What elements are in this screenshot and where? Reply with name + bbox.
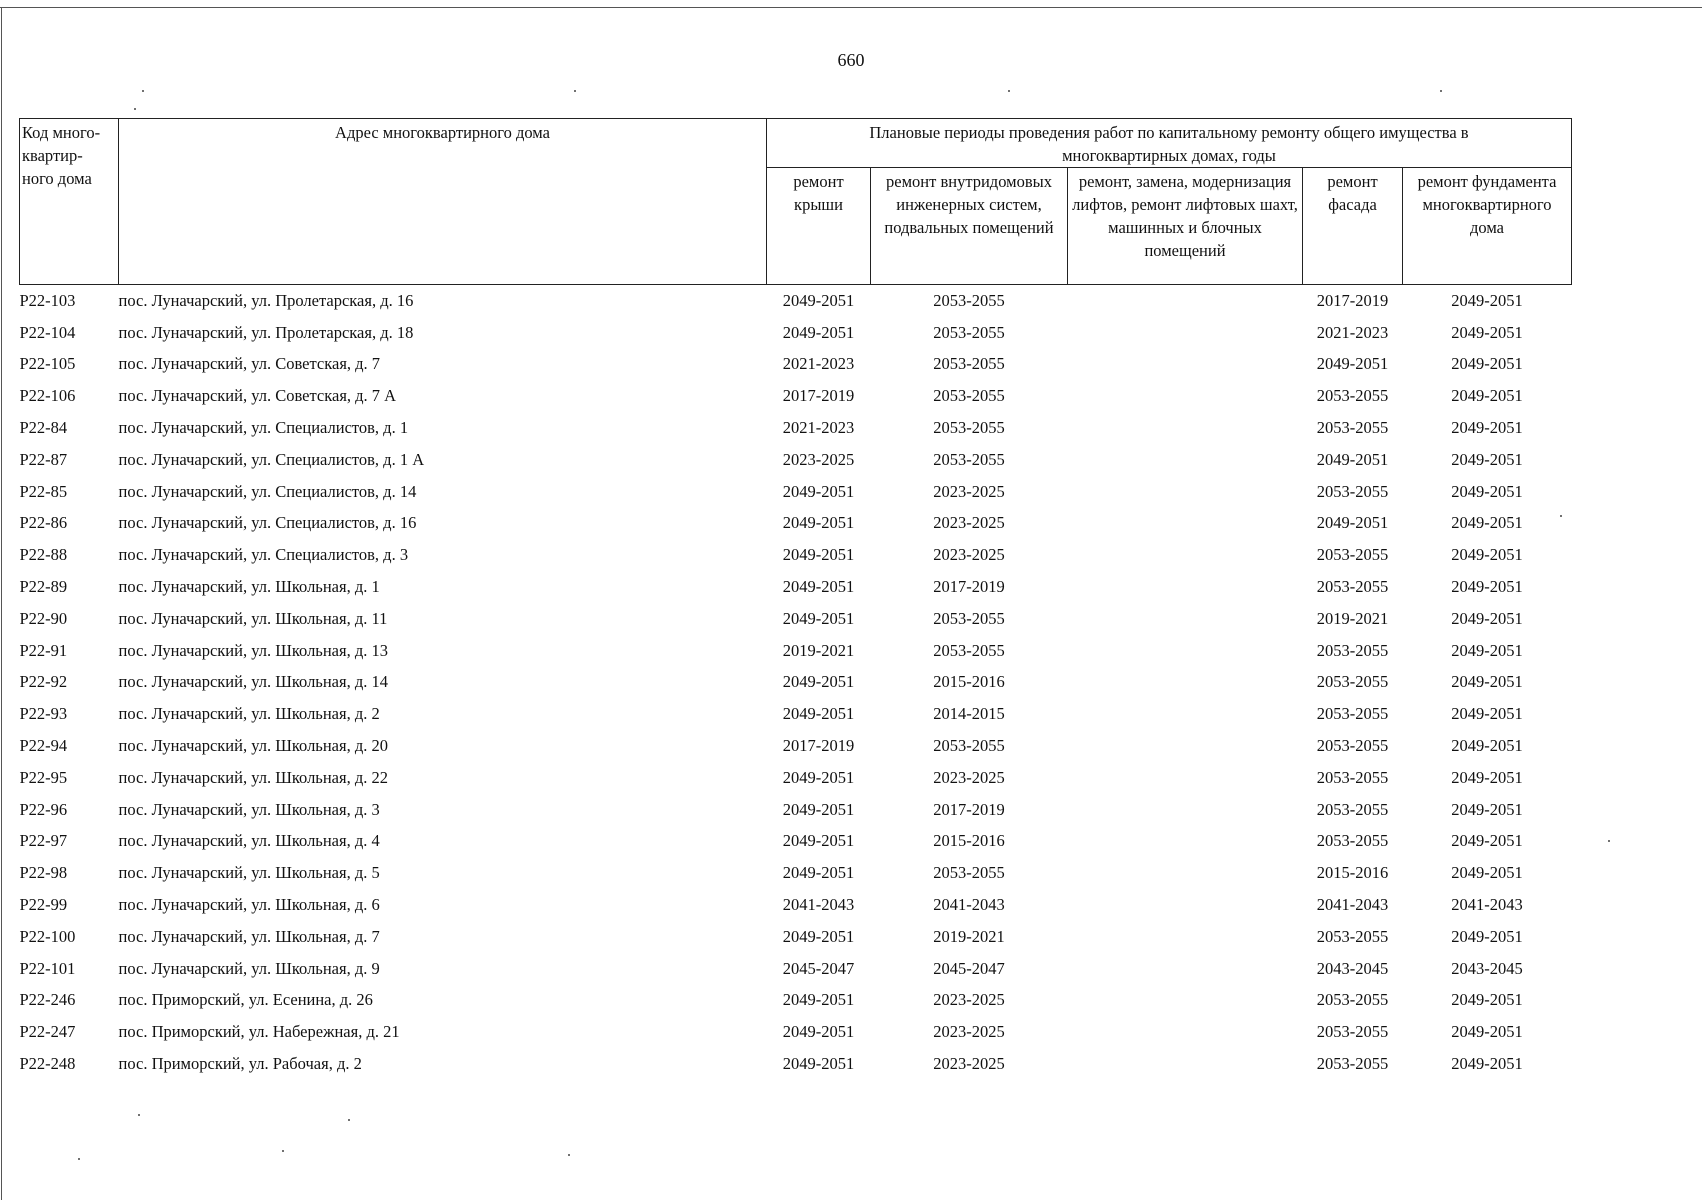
cell-roof: 2045-2047 [782, 958, 855, 978]
header-roof-label: ремонт крыши [793, 172, 844, 214]
cell-facade: 2053-2055 [1316, 545, 1389, 565]
cell-address: пос. Луначарский, ул. Советская, д. 7 [118, 354, 381, 374]
cell-address: пос. Луначарский, ул. Школьная, д. 6 [118, 895, 380, 915]
cell-lifts [1068, 889, 1303, 921]
cell-facade: 2053-2055 [1316, 386, 1389, 406]
cell-facade: 2053-2055 [1316, 926, 1389, 946]
cell-lifts [1068, 508, 1303, 540]
cell-foundation: 2043-2045 [1451, 958, 1523, 978]
cell-facade: 2017-2019 [1316, 290, 1389, 310]
table-row [20, 444, 1572, 476]
cell-code: Р22-94 [19, 736, 68, 756]
cell-address: пос. Луначарский, ул. Советская, д. 7 А [118, 386, 397, 406]
cell-facade: 2053-2055 [1316, 767, 1389, 787]
cell-address: пос. Луначарский, ул. Специалистов, д. 16 [118, 513, 417, 533]
cell-systems: 2023-2025 [933, 513, 1005, 533]
scan-speck [142, 90, 144, 92]
cell-roof: 2041-2043 [782, 895, 855, 915]
cell-code: Р22-88 [19, 545, 68, 565]
scan-speck [134, 108, 136, 110]
table-row [20, 1048, 1572, 1080]
cell-lifts [1068, 635, 1303, 667]
header-code [20, 119, 119, 285]
table-row [20, 317, 1572, 349]
table-row [20, 603, 1572, 635]
cell-roof: 2049-2051 [782, 1022, 855, 1042]
scan-speck [78, 1158, 80, 1160]
cell-facade: 2053-2055 [1316, 418, 1389, 438]
cell-systems: 2053-2055 [933, 290, 1005, 310]
table-row [20, 349, 1572, 381]
cell-address: пос. Луначарский, ул. Специалистов, д. 14 [118, 481, 417, 501]
cell-roof: 2049-2051 [782, 799, 855, 819]
cell-roof: 2049-2051 [782, 545, 855, 565]
cell-lifts [1068, 857, 1303, 889]
cell-foundation: 2049-2051 [1451, 354, 1523, 374]
cell-systems: 2023-2025 [933, 1022, 1005, 1042]
cell-code: Р22-246 [19, 990, 76, 1010]
header-facade [1303, 168, 1403, 285]
cell-lifts [1068, 921, 1303, 953]
header-roof [767, 168, 871, 285]
table-row [20, 571, 1572, 603]
cell-address: пос. Луначарский, ул. Специалистов, д. 1 [118, 418, 409, 438]
cell-lifts [1068, 412, 1303, 444]
cell-systems: 2053-2055 [933, 386, 1005, 406]
cell-facade: 2049-2051 [1316, 513, 1389, 533]
cell-foundation: 2049-2051 [1451, 386, 1523, 406]
cell-foundation: 2049-2051 [1451, 513, 1523, 533]
cell-roof: 2049-2051 [782, 322, 855, 342]
scan-speck [574, 90, 576, 92]
cell-lifts [1068, 985, 1303, 1017]
cell-code: Р22-99 [19, 895, 68, 915]
cell-facade: 2053-2055 [1316, 481, 1389, 501]
cell-systems: 2019-2021 [933, 926, 1005, 946]
cell-code: Р22-101 [19, 958, 76, 978]
cell-roof: 2049-2051 [782, 577, 855, 597]
cell-systems: 2023-2025 [933, 481, 1005, 501]
cell-foundation: 2049-2051 [1451, 322, 1523, 342]
cell-facade: 2053-2055 [1316, 990, 1389, 1010]
cell-foundation: 2049-2051 [1451, 608, 1523, 628]
cell-roof: 2049-2051 [782, 704, 855, 724]
cell-lifts [1068, 1016, 1303, 1048]
cell-foundation: 2049-2051 [1451, 831, 1523, 851]
table-row [20, 794, 1572, 826]
cell-facade: 2053-2055 [1316, 577, 1389, 597]
table-body [20, 285, 1572, 1080]
cell-systems: 2045-2047 [933, 958, 1005, 978]
cell-lifts [1068, 444, 1303, 476]
cell-roof: 2023-2025 [782, 449, 855, 469]
cell-address: пос. Луначарский, ул. Пролетарская, д. 16 [118, 290, 414, 310]
cell-foundation: 2049-2051 [1451, 926, 1523, 946]
header-facade-label: ремонт фасада [1327, 172, 1378, 214]
cell-systems: 2023-2025 [933, 1054, 1005, 1074]
cell-foundation: 2049-2051 [1451, 545, 1523, 565]
cell-systems: 2053-2055 [933, 863, 1005, 883]
cell-lifts [1068, 730, 1303, 762]
cell-code: Р22-106 [19, 386, 76, 406]
cell-facade: 2041-2043 [1316, 895, 1389, 915]
cell-facade: 2053-2055 [1316, 640, 1389, 660]
cell-address: пос. Луначарский, ул. Школьная, д. 11 [118, 608, 388, 628]
cell-code: Р22-84 [19, 418, 68, 438]
cell-code: Р22-93 [19, 704, 68, 724]
cell-roof: 2049-2051 [782, 990, 855, 1010]
cell-code: Р22-87 [19, 449, 68, 469]
cell-facade: 2019-2021 [1316, 608, 1389, 628]
cell-address: пос. Луначарский, ул. Школьная, д. 13 [118, 640, 388, 660]
cell-roof: 2017-2019 [782, 736, 855, 756]
cell-facade: 2049-2051 [1316, 354, 1389, 374]
table-row [20, 889, 1572, 921]
cell-address: пос. Луначарский, ул. Школьная, д. 7 [118, 926, 380, 946]
table-row [20, 380, 1572, 412]
cell-code: Р22-97 [19, 831, 68, 851]
cell-code: Р22-104 [19, 322, 76, 342]
scan-border-top [0, 7, 1702, 8]
cell-code: Р22-95 [19, 767, 68, 787]
cell-roof: 2049-2051 [782, 926, 855, 946]
cell-foundation: 2049-2051 [1451, 799, 1523, 819]
table-row [20, 857, 1572, 889]
cell-code: Р22-248 [19, 1054, 76, 1074]
cell-address: пос. Приморский, ул. Рабочая, д. 2 [118, 1054, 362, 1074]
cell-systems: 2053-2055 [933, 640, 1005, 660]
cell-roof: 2049-2051 [782, 863, 855, 883]
cell-address: пос. Луначарский, ул. Школьная, д. 14 [118, 672, 388, 692]
cell-foundation: 2049-2051 [1451, 704, 1523, 724]
cell-lifts [1068, 698, 1303, 730]
cell-roof: 2049-2051 [782, 1054, 855, 1074]
cell-lifts [1068, 571, 1303, 603]
header-group-label: Плановые периоды проведения работ по капитальному ремонту общего имущества в многоквартирных домах, годы [869, 123, 1469, 165]
cell-roof: 2049-2051 [782, 290, 855, 310]
cell-address: пос. Луначарский, ул. Школьная, д. 1 [118, 577, 380, 597]
cell-facade: 2053-2055 [1316, 799, 1389, 819]
cell-foundation: 2049-2051 [1451, 418, 1523, 438]
cell-facade: 2053-2055 [1316, 672, 1389, 692]
cell-code: Р22-85 [19, 481, 68, 501]
scan-speck [568, 1154, 570, 1156]
table-row [20, 762, 1572, 794]
table-row [20, 826, 1572, 858]
cell-systems: 2053-2055 [933, 418, 1005, 438]
cell-systems: 2053-2055 [933, 608, 1005, 628]
table-row [20, 985, 1572, 1017]
cell-code: Р22-92 [19, 672, 68, 692]
cell-roof: 2049-2051 [782, 672, 855, 692]
table-row [20, 921, 1572, 953]
page-number: 660 [837, 50, 865, 70]
scan-speck [1440, 90, 1442, 92]
cell-foundation: 2049-2051 [1451, 672, 1523, 692]
cell-lifts [1068, 539, 1303, 571]
scan-border-left [1, 7, 2, 1200]
table-row [20, 1016, 1572, 1048]
cell-code: Р22-100 [19, 926, 76, 946]
cell-roof: 2049-2051 [782, 513, 855, 533]
cell-facade: 2043-2045 [1316, 958, 1389, 978]
cell-facade: 2053-2055 [1316, 1054, 1389, 1074]
cell-foundation: 2049-2051 [1451, 1022, 1523, 1042]
cell-systems: 2053-2055 [933, 449, 1005, 469]
cell-systems: 2053-2055 [933, 322, 1005, 342]
cell-lifts [1068, 476, 1303, 508]
scan-speck [282, 1150, 284, 1152]
cell-foundation: 2049-2051 [1451, 640, 1523, 660]
table-row [20, 539, 1572, 571]
cell-lifts [1068, 794, 1303, 826]
cell-facade: 2053-2055 [1316, 1022, 1389, 1042]
cell-code: Р22-91 [19, 640, 68, 660]
cell-foundation: 2049-2051 [1451, 1054, 1523, 1074]
cell-lifts [1068, 953, 1303, 985]
cell-roof: 2021-2023 [782, 354, 855, 374]
cell-code: Р22-96 [19, 799, 68, 819]
cell-systems: 2023-2025 [933, 545, 1005, 565]
table-row [20, 730, 1572, 762]
table-row [20, 285, 1572, 317]
cell-foundation: 2049-2051 [1451, 863, 1523, 883]
table-row [20, 508, 1572, 540]
cell-lifts [1068, 285, 1303, 317]
cell-foundation: 2041-2043 [1451, 895, 1523, 915]
cell-foundation: 2049-2051 [1451, 736, 1523, 756]
cell-systems: 2017-2019 [933, 577, 1005, 597]
cell-systems: 2015-2016 [933, 831, 1005, 851]
cell-foundation: 2049-2051 [1451, 290, 1523, 310]
cell-foundation: 2049-2051 [1451, 767, 1523, 787]
cell-lifts [1068, 1048, 1303, 1080]
cell-facade: 2021-2023 [1316, 322, 1389, 342]
cell-systems: 2053-2055 [933, 736, 1005, 756]
cell-systems: 2023-2025 [933, 767, 1005, 787]
cell-code: Р22-89 [19, 577, 68, 597]
cell-address: пос. Луначарский, ул. Школьная, д. 2 [118, 704, 380, 724]
cell-facade: 2053-2055 [1316, 704, 1389, 724]
cell-roof: 2017-2019 [782, 386, 855, 406]
header-systems: ремонт внутридомовых инженерных систем, подвальных помещений [871, 168, 1068, 285]
cell-code: Р22-86 [19, 513, 68, 533]
cell-systems: 2014-2015 [933, 704, 1005, 724]
capital-repair-table [19, 118, 1572, 1080]
scan-speck [138, 1114, 140, 1116]
cell-systems: 2053-2055 [933, 354, 1005, 374]
table-row [20, 635, 1572, 667]
cell-code: Р22-105 [19, 354, 76, 374]
cell-address: пос. Луначарский, ул. Школьная, д. 4 [118, 831, 380, 851]
scan-speck [348, 1119, 350, 1121]
cell-lifts [1068, 826, 1303, 858]
header-address: Адрес многоквартирного дома [119, 119, 767, 285]
table-row [20, 698, 1572, 730]
cell-facade: 2049-2051 [1316, 449, 1389, 469]
header-lifts: ремонт, замена, модернизация лифтов, ремонт лифтовых шахт, машинных и блочных помещений [1068, 168, 1303, 285]
header-code-label: Код много-квартир-ного дома [22, 123, 101, 188]
cell-roof: 2019-2021 [782, 640, 855, 660]
cell-lifts [1068, 667, 1303, 699]
scan-speck [1008, 90, 1010, 92]
cell-address: пос. Луначарский, ул. Школьная, д. 3 [118, 799, 380, 819]
cell-foundation: 2049-2051 [1451, 990, 1523, 1010]
cell-facade: 2053-2055 [1316, 831, 1389, 851]
cell-code: Р22-90 [19, 608, 68, 628]
cell-address: пос. Приморский, ул. Набережная, д. 21 [118, 1022, 400, 1042]
cell-foundation: 2049-2051 [1451, 449, 1523, 469]
cell-address: пос. Луначарский, ул. Школьная, д. 5 [118, 863, 380, 883]
cell-systems: 2015-2016 [933, 672, 1005, 692]
cell-address: пос. Луначарский, ул. Школьная, д. 22 [118, 767, 388, 787]
cell-roof: 2049-2051 [782, 608, 855, 628]
cell-code: Р22-247 [19, 1022, 76, 1042]
cell-code: Р22-103 [19, 290, 76, 310]
cell-address: пос. Приморский, ул. Есенина, д. 26 [118, 990, 373, 1010]
table-row [20, 953, 1572, 985]
cell-roof: 2049-2051 [782, 481, 855, 501]
cell-address: пос. Луначарский, ул. Школьная, д. 20 [118, 736, 388, 756]
cell-foundation: 2049-2051 [1451, 577, 1523, 597]
cell-lifts [1068, 380, 1303, 412]
cell-lifts [1068, 762, 1303, 794]
cell-systems: 2023-2025 [933, 990, 1005, 1010]
cell-facade: 2053-2055 [1316, 736, 1389, 756]
cell-systems: 2017-2019 [933, 799, 1005, 819]
header-group [767, 119, 1572, 168]
cell-roof: 2049-2051 [782, 767, 855, 787]
table-row [20, 667, 1572, 699]
table-row [20, 412, 1572, 444]
scan-speck [1608, 840, 1610, 842]
cell-address: пос. Луначарский, ул. Школьная, д. 9 [118, 958, 380, 978]
cell-address: пос. Луначарский, ул. Специалистов, д. 3 [118, 545, 409, 565]
cell-code: Р22-98 [19, 863, 68, 883]
cell-address: пос. Луначарский, ул. Пролетарская, д. 18 [118, 322, 414, 342]
table-row [20, 476, 1572, 508]
cell-facade: 2015-2016 [1316, 863, 1389, 883]
table-header [20, 119, 1572, 285]
cell-systems: 2041-2043 [933, 895, 1005, 915]
cell-foundation: 2049-2051 [1451, 481, 1523, 501]
cell-lifts [1068, 603, 1303, 635]
cell-roof: 2049-2051 [782, 831, 855, 851]
cell-lifts [1068, 317, 1303, 349]
cell-lifts [1068, 349, 1303, 381]
header-foundation: ремонт фундамента многоквартирного дома [1403, 168, 1572, 285]
cell-roof: 2021-2023 [782, 418, 855, 438]
cell-address: пос. Луначарский, ул. Специалистов, д. 1 А [118, 449, 425, 469]
